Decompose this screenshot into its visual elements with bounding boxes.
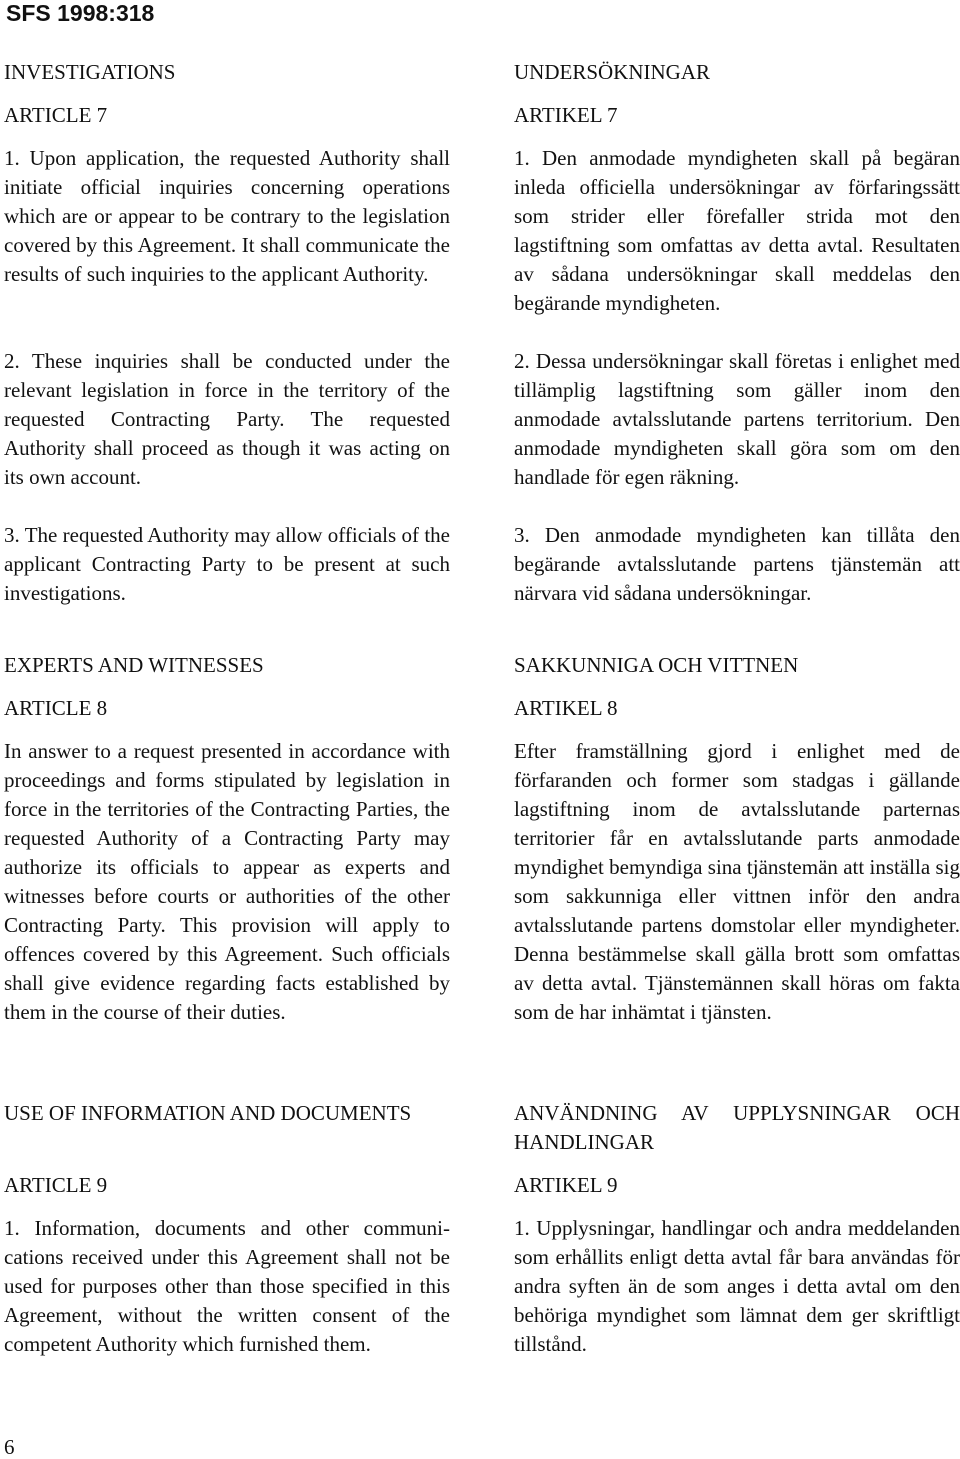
artikel-7-paragraph-3: 3. Den anmodade myndigheten kan tillåta den begärande avtalsslutande partens tjänstemän att närvara vid sådana undersökningar. <box>514 523 960 605</box>
page-number: 6 <box>4 1435 15 1459</box>
artikel-7-heading: ARTIKEL 7 <box>514 103 618 127</box>
artikel-7-paragraph-2: 2. Dessa undersökningar skall företas i enlighet med tillämplig lagstiftning som gäller inom den anmodade avtalsslutande partens territorium. Den anmodade myndigheten skall göra som om den handlade för egen räkning. <box>514 349 960 489</box>
artikel-8-paragraph-1: Efter framställning gjord i enlighet med de förfaranden och former som stadgas i gällande lagstiftning inom de avtalsslutande parternas territorier får en avtalsslutande parts anmodade myndighet bemyndiga sina tjänstemän att inställa sig som sakkunniga eller vittnen inför den andra avtalsslutande partens domstolar eller myndigheter. Denna bestämmelse skall gälla brott som omfattas av detta avtal. Tjänstemännen skall höras om fakta som de har inhämtat i tjänsten. <box>514 739 960 1024</box>
section-heading-investigations: INVESTIGATIONS <box>4 60 176 84</box>
artikel-9-paragraph-1: 1. Upplysningar, handlingar och andra meddelanden som erhållits enligt detta avtal får bara användas för andra syften än de som anges i detta avtal om den behöriga myndighet som lämnat dem ger skriftligt tillstånd. <box>514 1216 960 1356</box>
article-7-paragraph-2: 2. These inquiries shall be conducted under the relevant legislation in force in the territory of the requested Contracting Party. The requested Authority shall proceed as though it was acting on its own account. <box>4 349 450 489</box>
artikel-7-paragraph-1: 1. Den anmodade myndigheten skall på begäran inleda officiella undersökningar av förfaringssätt som strider eller förefaller strida mot den lagstiftning som omfattas av detta avtal. Resultaten av sådana undersökningar skall meddelas den begärande myndigheten. <box>514 146 960 315</box>
section-heading-sakkunniga: SAKKUNNIGA OCH VITTNEN <box>514 653 799 677</box>
section-heading-use-of-information: USE OF INFORMATION AND DOCUMENTS <box>4 1101 412 1125</box>
article-8-paragraph-1: In answer to a request presented in accordance with proceedings and forms stipulated by legislation in force in the territories of the Contracting Parties, the requested Authority of a Contracting Party may authorize its officials to appear as experts and witnesses before courts or authorities of the other Contracting Party. This provision will apply to offences covered by this Agreement. Such officials shall give evidence regarding facts established by them in the course of their duties. <box>4 739 450 1024</box>
section-heading-undersokningar: UNDERSÖKNINGAR <box>514 60 711 84</box>
article-7-paragraph-1: 1. Upon application, the requested Authority shall initiate official inquiries concerning operations which are or appear to be contrary to the legislation covered by this Agreement. It shall communicate the results of such inquiries to the applicant Authority. <box>4 146 450 286</box>
article-9-heading: ARTICLE 9 <box>4 1173 108 1197</box>
article-7-heading: ARTICLE 7 <box>4 103 108 127</box>
section-heading-anvandning: ANVÄNDNING AV UPPLYSNINGAR OCH HANDLINGAR <box>514 1101 960 1154</box>
artikel-8-heading: ARTIKEL 8 <box>514 696 618 720</box>
article-8-heading: ARTICLE 8 <box>4 696 108 720</box>
document-reference: SFS 1998:318 <box>6 0 155 26</box>
article-7-paragraph-3: 3. The requested Authority may allow officials of the applicant Contracting Party to be present at such investigations. <box>4 523 450 605</box>
artikel-9-heading: ARTIKEL 9 <box>514 1173 618 1197</box>
section-heading-experts: EXPERTS AND WITNESSES <box>4 653 264 677</box>
article-9-paragraph-1: 1. Information, documents and other communications received under this Agreement shall not be used for purposes other than those specified in this Agreement, without the written consent of the competent Authority which furnished them. <box>4 1216 450 1356</box>
